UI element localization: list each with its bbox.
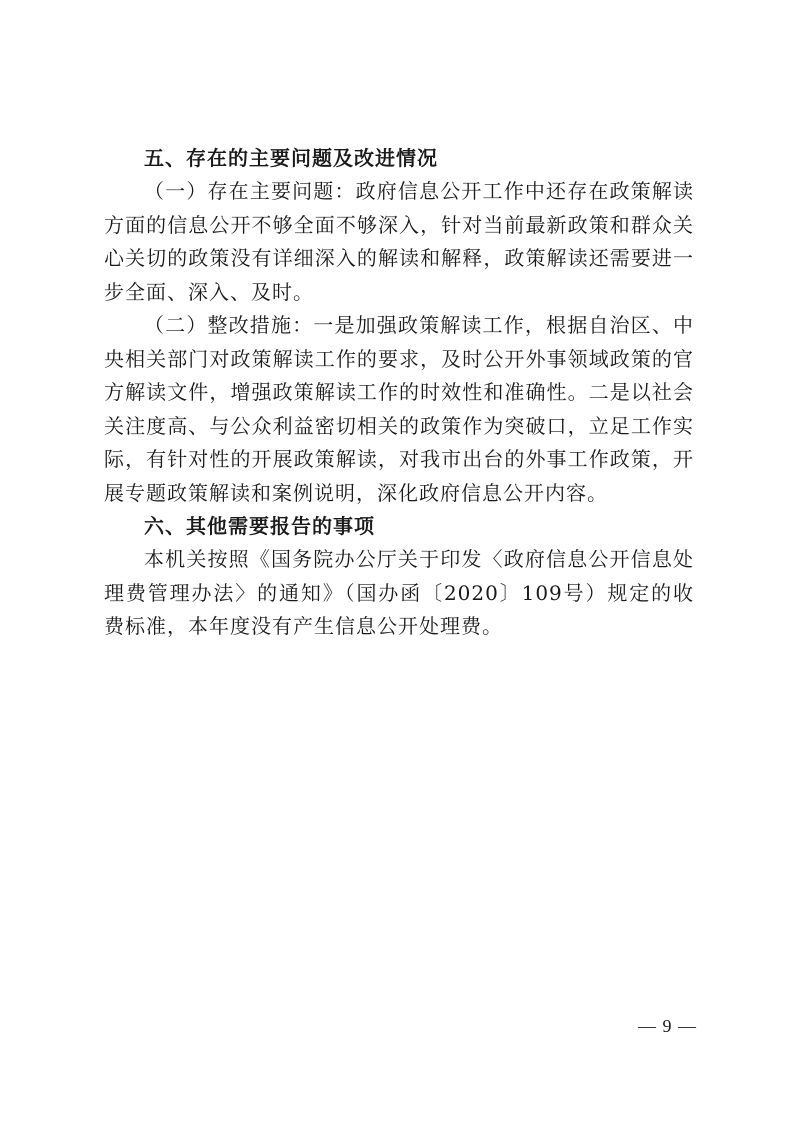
page-number: — 9 —: [638, 1016, 697, 1036]
section-heading-issues: 五、存在的主要问题及改进情况: [144, 146, 438, 170]
section-heading-other-matters: 六、其他需要报告的事项: [144, 514, 375, 538]
paragraph-fee-statement: 本机关按照《国务院办公厅关于印发〈政府信息公开信息处理费管理办法〉的通知》（国办函〔2020〕109号）规定的收费标准，本年度没有产生信息公开处理费。: [104, 547, 694, 638]
paragraph-rectification-measures: （二）整改措施：一是加强政策解读工作，根据自治区、中央相关部门对政策解读工作的要求，及时公开外事领域政策的官方解读文件，增强政策解读工作的时效性和准确性。二是以社会关注度高、与公众利益密切相关的政策作为突破口，立足工作实际，有针对性的开展政策解读，对我市出台的外事工作政策，开展专题政策解读和案例说明，深化政府信息公开内容。: [104, 313, 694, 505]
paragraph-existing-problems: （一）存在主要问题：政府信息公开工作中还存在政策解读方面的信息公开不够全面不够深入，针对当前最新政策和群众关心关切的政策没有详细深入的解读和解释，政策解读还需要进一步全面、深入、及时。: [104, 179, 694, 304]
document-body: [104, 142, 694, 644]
